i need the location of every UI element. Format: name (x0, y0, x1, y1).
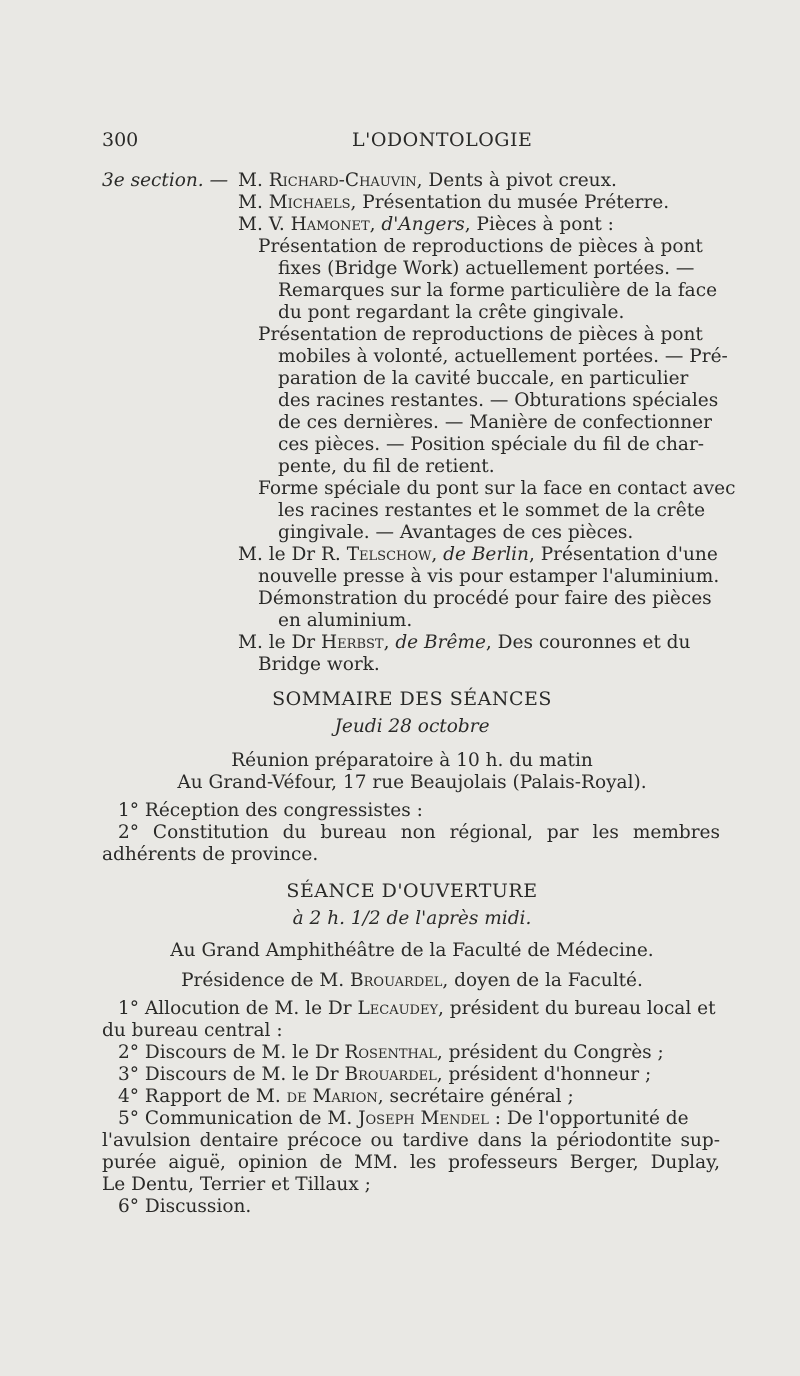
ouverture-item: l'avulsion dentaire précoce ou tardive dans la périodontite sup- (102, 1130, 720, 1151)
entry-hamonet: M. V. Hamonet, d'Angers, Pièces à pont : (238, 214, 614, 235)
section-label: 3e section. — (102, 170, 229, 191)
ouverture-venue: Au Grand Amphithéâtre de la Faculté de Médecine. (170, 940, 654, 961)
hamonet-line: du pont regardant la crête gingivale. (278, 302, 625, 323)
hamonet-line: de ces dernières. — Manière de confectionner (278, 412, 712, 433)
ouverture-heading: SÉANCE D'OUVERTURE (286, 880, 538, 902)
sommaire-heading: SOMMAIRE DES SÉANCES (272, 688, 552, 710)
entry-richard-chauvin: M. Richard-Chauvin, Dents à pivot creux. (238, 170, 617, 191)
hamonet-line: Présentation de reproductions de pièces à pont (258, 236, 703, 257)
entry-telschow: M. le Dr R. Telschow, de Berlin, Présentation d'une (238, 544, 718, 565)
herbst-line: Bridge work. (258, 654, 380, 675)
hamonet-line: ces pièces. — Position spéciale du fil de char- (278, 434, 705, 455)
ouverture-time: à 2 h. 1/2 de l'après midi. (292, 908, 532, 929)
ouverture-item: 2° Discours de M. le Dr Rosenthal, président du Congrès ; (118, 1042, 664, 1063)
hamonet-line: des racines restantes. — Obturations spéciales (278, 390, 719, 411)
telschow-line: Démonstration du procédé pour faire des pièces (258, 588, 712, 609)
telschow-line: nouvelle presse à vis pour estamper l'aluminium. (258, 566, 720, 587)
hamonet-line: Remarques sur la forme particulière de la face (278, 280, 718, 301)
hamonet-line: Forme spéciale du pont sur la face en contact avec (258, 478, 736, 499)
ouverture-item: 4° Rapport de M. de Marion, secrétaire général ; (118, 1086, 574, 1107)
ouverture-item: purée aiguë, opinion de MM. les professeurs Berger, Duplay, (102, 1152, 720, 1173)
entry-michaels: M. Michaels, Présentation du musée Préterre. (238, 192, 670, 213)
hamonet-line: fixes (Bridge Work) actuellement portées. — (278, 258, 695, 279)
ouverture-presidence: Présidence de M. Brouardel, doyen de la Faculté. (181, 970, 643, 991)
entry-herbst: M. le Dr Herbst, de Brême, Des couronnes et du (238, 632, 691, 653)
hamonet-line: gingivale. — Avantages de ces pièces. (278, 522, 634, 543)
telschow-line: en aluminium. (278, 610, 413, 631)
ouverture-item: 1° Allocution de M. le Dr Lecaudey, président du bureau local et (118, 998, 716, 1019)
running-title: L'ODONTOLOGIE (352, 129, 533, 151)
hamonet-line: mobiles à volonté, actuellement portées. — Pré- (278, 346, 728, 367)
page-number: 300 (102, 129, 139, 151)
ouverture-item: 6° Discussion. (118, 1196, 252, 1217)
ouverture-item: 3° Discours de M. le Dr Brouardel, président d'honneur ; (118, 1064, 652, 1085)
ouverture-item: du bureau central : (102, 1020, 283, 1041)
sommaire-date: Jeudi 28 octobre (334, 716, 490, 737)
sommaire-item: 1° Réception des congressistes : (118, 800, 423, 821)
hamonet-line: paration de la cavité buccale, en particulier (278, 368, 689, 389)
sommaire-item: 2° Constitution du bureau non régional, par les membres (118, 822, 720, 843)
sommaire-venue: Au Grand-Véfour, 17 rue Beaujolais (Palais-Royal). (177, 772, 647, 793)
hamonet-line: les racines restantes et le sommet de la crête (278, 500, 706, 521)
sommaire-meeting: Réunion préparatoire à 10 h. du matin (231, 750, 593, 771)
hamonet-line: Présentation de reproductions de pièces à pont (258, 324, 703, 345)
ouverture-item: 5° Communication de M. Joseph Mendel : De l'opportunité de (118, 1108, 689, 1129)
ouverture-item: Le Dentu, Terrier et Tillaux ; (102, 1174, 371, 1195)
sommaire-item: adhérents de province. (102, 844, 319, 865)
hamonet-line: pente, du fil de retient. (278, 456, 495, 477)
